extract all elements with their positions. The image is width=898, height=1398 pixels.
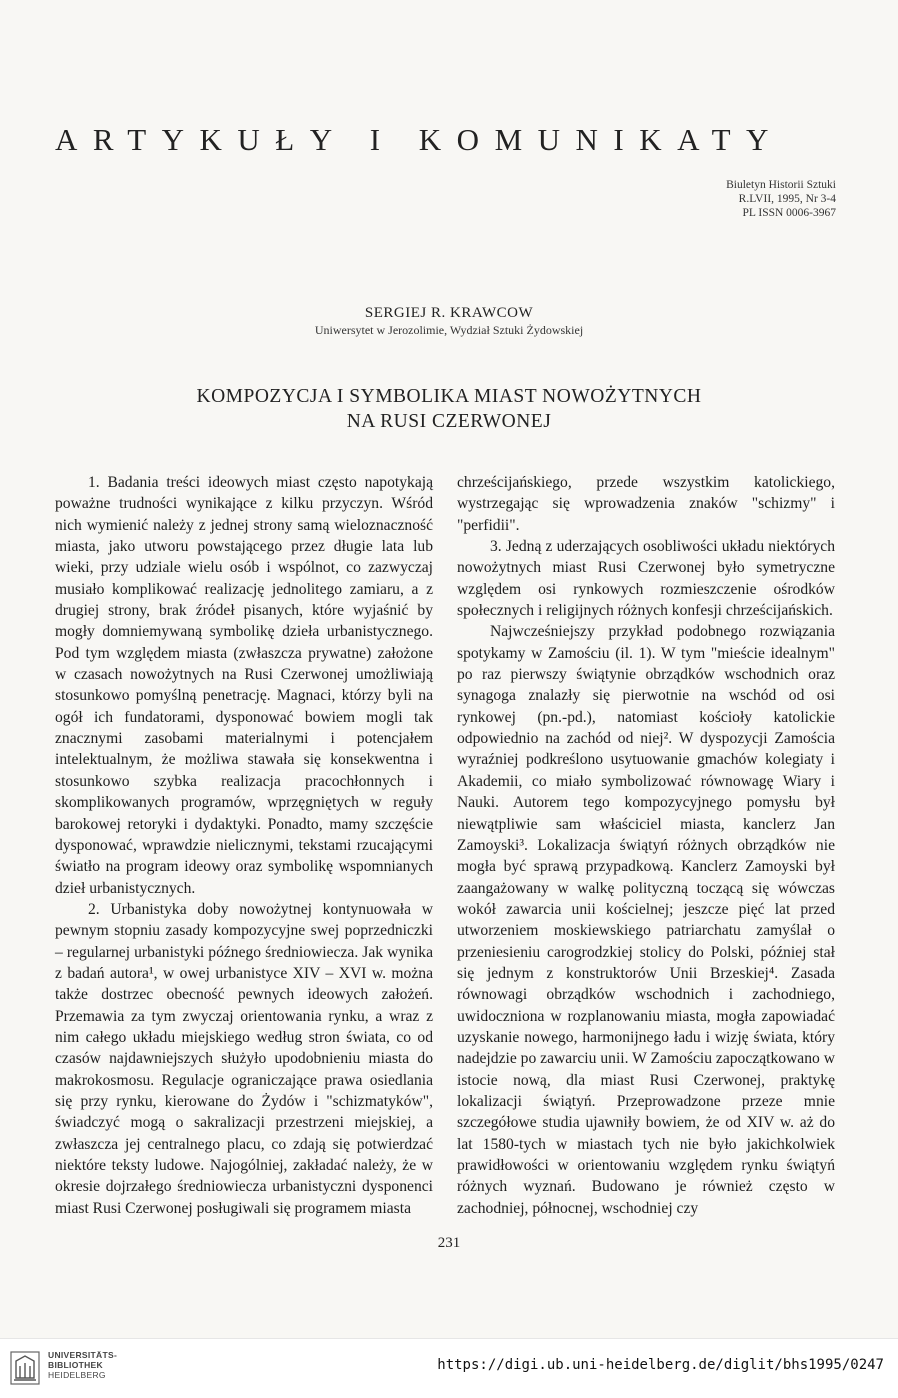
journal-volume: R.LVII, 1995, Nr 3-4 xyxy=(738,193,836,205)
left-column xyxy=(55,472,433,1219)
paragraph: 1. Badania treści ideowych miast często napotykają poważne trudności wynikające z kilku przyczyn. Wśród nich wymienić należy z jednej strony samą wieloznaczność miasta, jako utworu powstającego przez długie lata lub wieki, przy udziale wielu osób i wspólnot, co zazwyczaj musiało komplikować realizację jednolitego zamiaru, a z drugiej strony, brak źródeł pisanych, które wyjaśnić by mogły domniemywaną symbolikę dzieła urbanistycznego. Pod tym względem miasta (zwłaszcza prywatne) założone w czasach nowożytnych na Rusi Czerwonej umożliwiają stosunkowo pomyślną penetrację. Magnaci, którzy byli na ogół ich fundatorami, dysponować bowiem mogli tak znacznymi zasobami materialnymi i potencjałem intelektualnym, że możliwa stawała się konsekwentna i stosunkowo szybka realizacja pracochłonnych i skomplikowanych programów, wprzęgniętych w reguły barokowej retoryki i dydaktyki. Ponadto, mamy szczęście dysponować, wprawdzie nielicznymi, tekstami rzucającymi światło na program ideowy oraz symbolikę wspomnianych dzieł urbanistycznych. xyxy=(55,474,433,897)
paragraph: chrześcijańskiego, przede wszystkim katolickiego, wystrzegając się wprowadzenia znaków "schizmy" i "perfidii". xyxy=(457,474,835,534)
page-url-link[interactable]: https://digi.ub.uni-heidelberg.de/diglit/bhs1995/0247 xyxy=(437,1357,884,1373)
library-name-line: UNIVERSITÄTS- xyxy=(48,1350,118,1360)
library-name-line: HEIDELBERG xyxy=(48,1370,106,1380)
article-title xyxy=(0,384,898,434)
paragraph: Najwcześniejszy przykład podobnego rozwiązania spotykamy w Zamościu (il. 1). W tym "mieście idealnym" po raz pierwszy świątynie obrządków wschodnich oraz synagoga znalazły się pierwotnie na wschód od osi rynkowej (pn.-pd.), natomiast kościoły katolickie odpowiednio na zachód od niej². W dyspozycji Zamościa wyraźniej podkreślono usytuowanie gmachów kolegiaty i Akademii, co miało symbolizować równowagę Wiary i Nauki. Autorem tego kompozycyjnego pomysłu był niewątpliwie sam właściciel miasta, kanclerz Jan Zamoyski³. Lokalizacja świątyń różnych obrządków nie mogła być sprawą przypadkową. Kanclerz Zamoyski był zaangażowany w walkę polityczną toczącą się wówczas wokół zawarcia unii kościelnej; jeszcze pięć lat przed utworzeniem moskiewskiego patriarchatu zamyślał o przeniesieniu carogrodzkiej stolicy do Polski, później stał się jednym z konstruktorów Unii Brzeskiej⁴. Zasada równowagi obrządków wschodnich i zachodniego, uwidoczniona w rozplanowaniu miasta, mogła zapowiadać uzyskanie nowego, harmonijnego ładu i wizję świata, który nadejdzie po zawarciu unii. W Zamościu zapoczątkowano w istocie nową, dla miast Rusi Czerwonej, praktykę lokalizacji świątyń. Przeprowadzone przeze mnie szczegółowe studia ujawniły bowiem, że od XIV w. aż do lat 1580-tych w miastach tych nie było jakichkolwiek prawidłowości w orientowaniu względem rynku świątyń różnych wyznań. Budowano je również często w zachodniej, północnej, wschodniej czy xyxy=(457,623,835,1217)
title-line-1: KOMPOZYCJA I SYMBOLIKA MIAST NOWOŻYTNYCH xyxy=(196,386,702,407)
bibliographic-info xyxy=(726,178,836,220)
university-library-logo-icon xyxy=(10,1351,40,1385)
paragraph: 3. Jedną z uderzających osobliwości układu niektórych nowożytnych miast Rusi Czerwonej było symetryczne względem osi rynkowych rozmieszczenie ośrodków społecznych i religijnych różnych konfesji chrześcijańskich. xyxy=(457,538,835,620)
viewer-footer xyxy=(0,1338,898,1398)
library-name-line: BIBLIOTHEK xyxy=(48,1360,103,1370)
title-line-2: NA RUSI CZERWONEJ xyxy=(346,411,552,432)
journal-name: Biuletyn Historii Sztuki xyxy=(726,179,836,191)
right-column xyxy=(457,472,835,1219)
journal-issn: PL ISSN 0006-3967 xyxy=(742,207,836,219)
author-name: SERGIEJ R. KRAWCOW xyxy=(364,305,534,321)
author-affiliation: Uniwersytet w Jerozolimie, Wydział Sztuki Żydowskiej xyxy=(314,323,584,337)
page-number: 231 xyxy=(437,1235,461,1251)
paragraph: 2. Urbanistyka doby nowożytnej kontynuowała w pewnym stopniu zasady kompozycyjne swej poprzedniczki – regularnej urbanistyki późnego średniowiecza. Jak wynika z badań autora¹, w owej urbanistyce XIV – XVI w. można także dostrzec obecność pewnych ideowych założeń. Przemawia za tym zwyczaj orientowania rynku, a wraz z nim całego układu miejskiego według stron świata, co od czasów najdawniejszych służyło upodobnieniu miasta do makrokosmosu. Regulacje ograniczające prawa osiedlania się przy rynku, kierowane do Żydów i "schizmatyków", świadczyć mogą o sakralizacji przestrzeni miejskiej, a zwłaszcza jej centralnego placu, co zdają się potwierdzać niektóre teksty ludowe. Najogólniej, zakładać należy, że w okresie dojrzałego średniowiecza urbanistyczni dysponenci miast Rusi Czerwonej posługiwali się programem miasta xyxy=(55,900,433,1217)
section-heading: ARTYKUŁY I KOMUNIKATY xyxy=(55,122,784,157)
library-name xyxy=(48,1350,117,1380)
